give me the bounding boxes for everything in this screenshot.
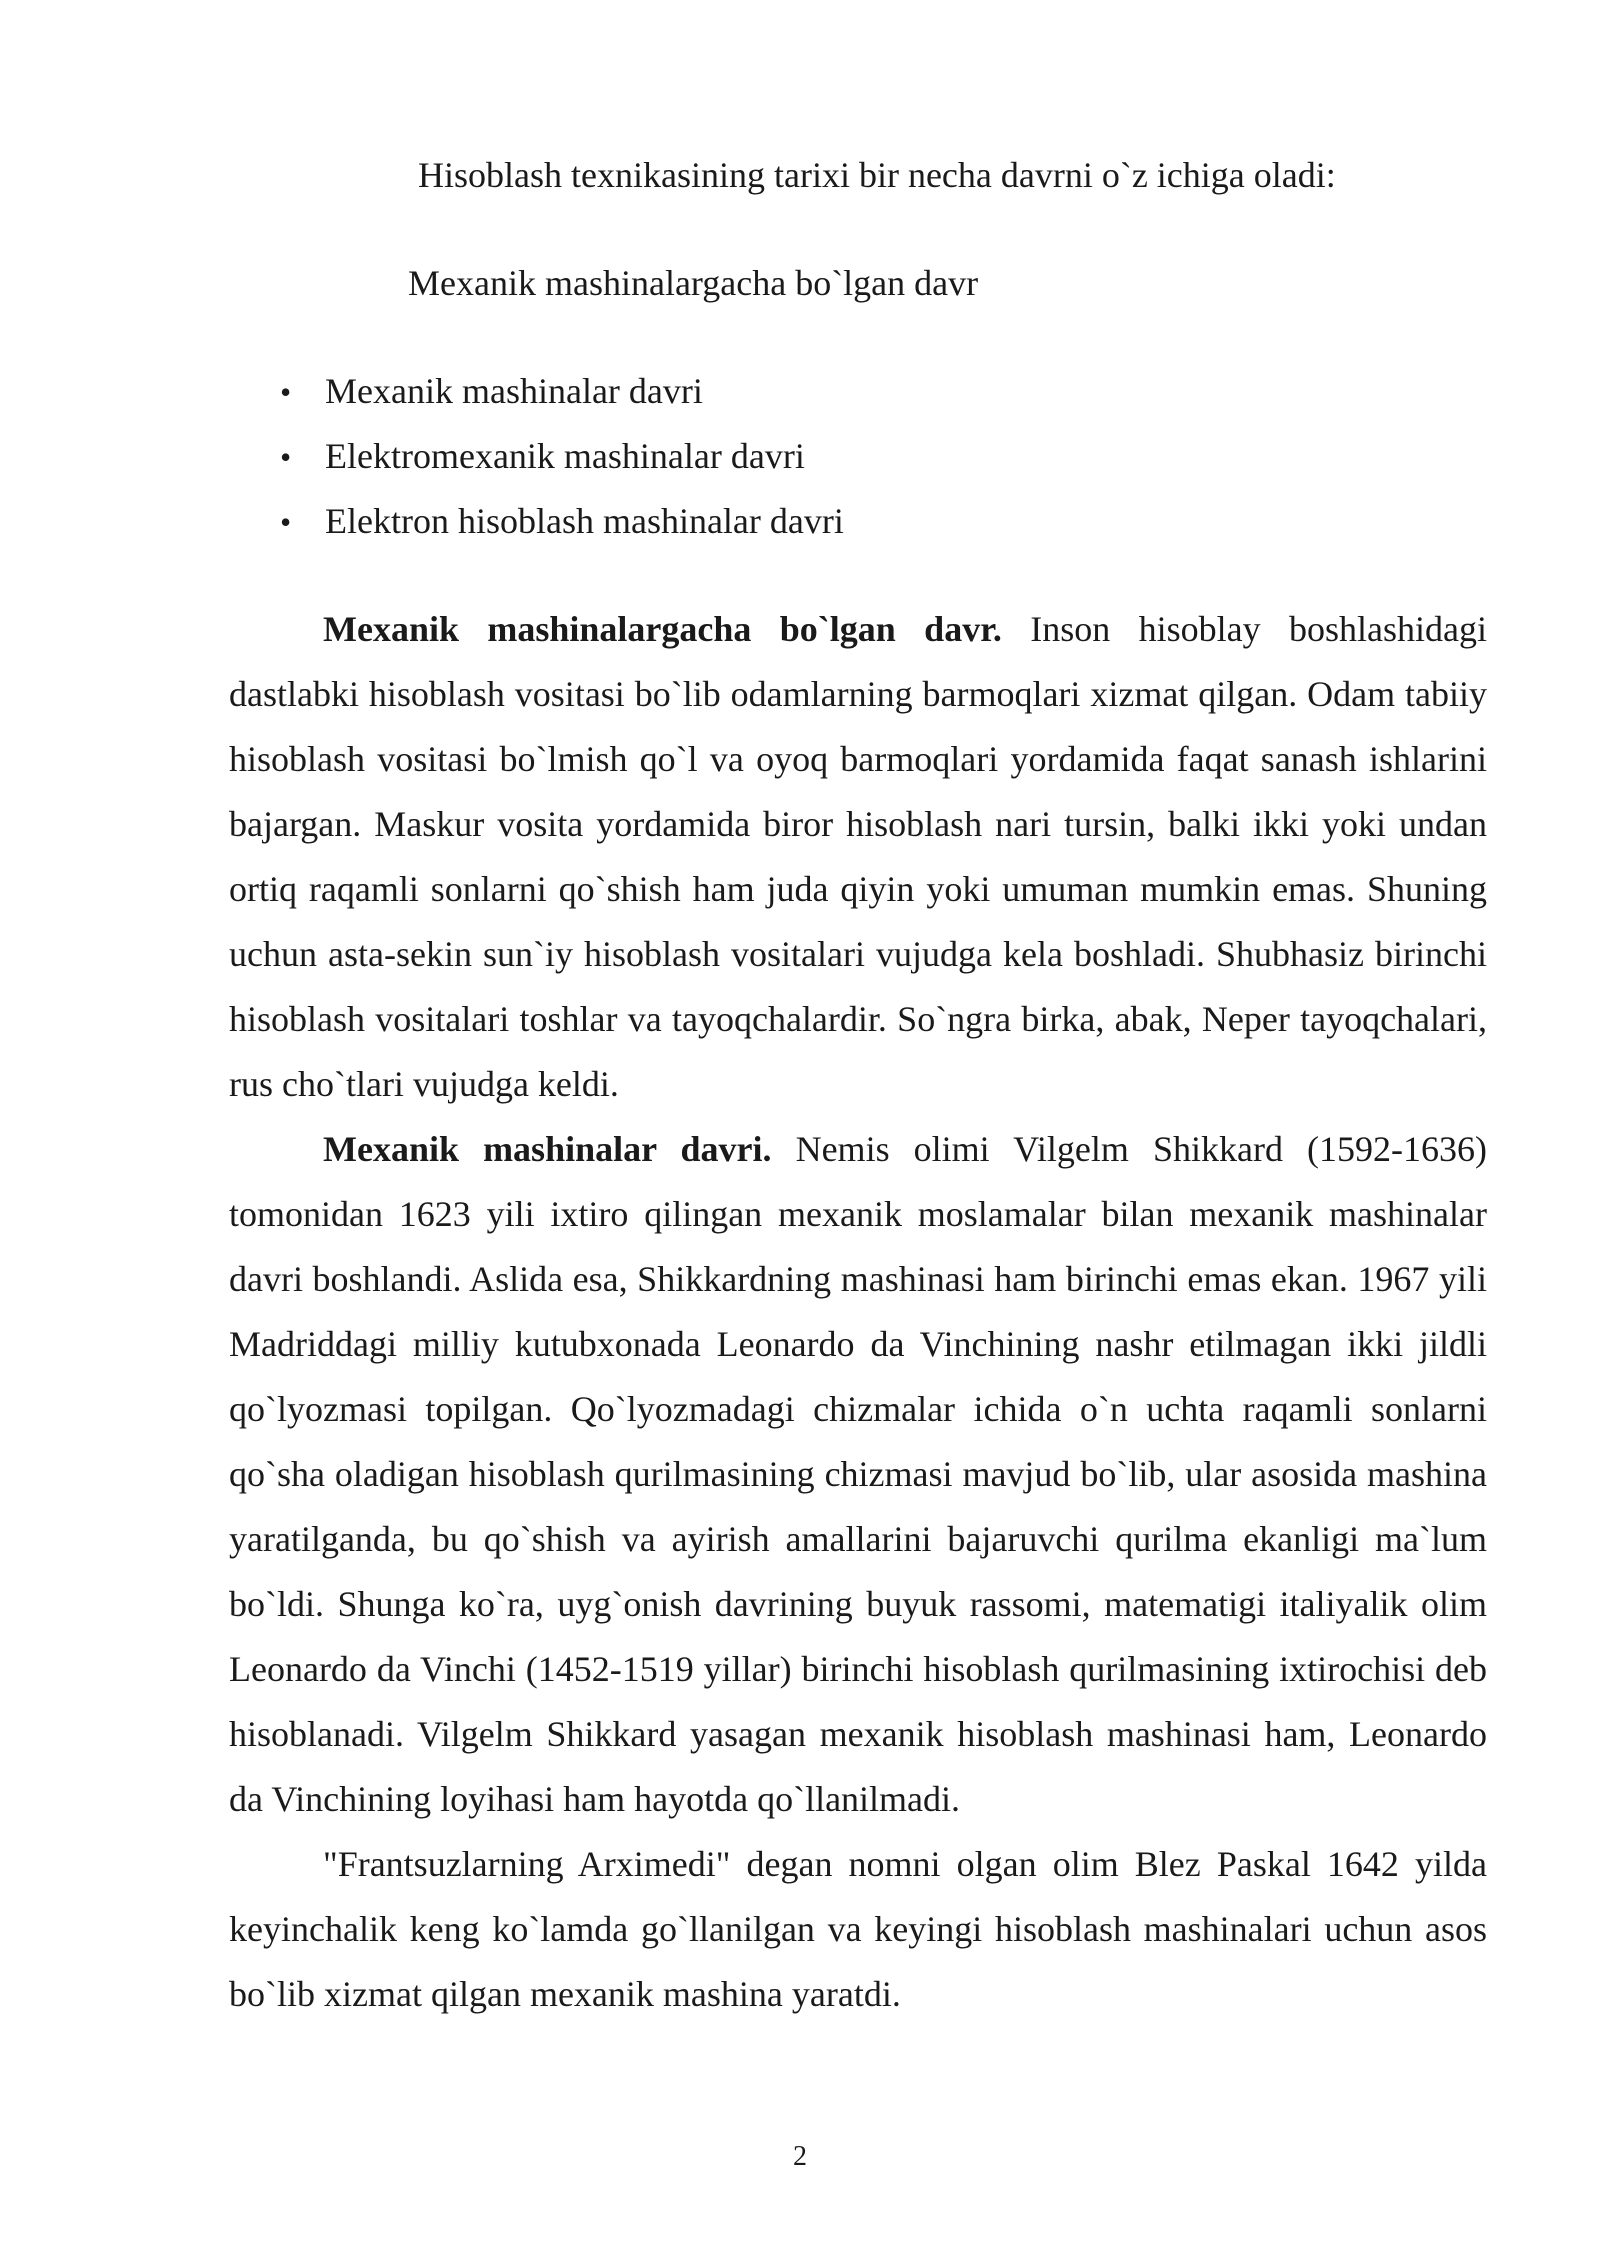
period-list-first-item: Mexanik mashinalargacha bo`lgan davr (408, 263, 979, 303)
intro-sentence: Hisoblash texnikasining tarixi bir necha davrni o`z ichiga oladi: (418, 155, 1336, 195)
list-item (280, 496, 844, 561)
page-number: 2 (793, 2141, 807, 2172)
list-item (280, 431, 844, 496)
paragraph-text: Inson hisoblay boshlashidagi dastlabki hisoblash vositasi bo`lib odamlarning barmoqlari xizmat qilgan. Odam tabiiy hisoblash vositasi bo`lmish qo`l va oyoq barmoqlari yordamida faqat sanash ishlarini bajargan. Maskur vosita yordamida biror hisoblash nari tursin, balki ikki yoki undan ortiq raqamli sonlarni qo`shish ham juda qiyin yoki umuman mumkin emas. Shuning uchun asta-sekin sun`iy hisoblash vositalari vujudga kela boshladi. Shubhasiz birinchi hisoblash vositalari toshlar va tayoqchalardir. So`ngra birka, abak, Neper tayoqchalari, rus cho`tlari vujudga keldi. (229, 609, 1487, 1104)
bullet-icon: • (280, 374, 292, 410)
list-item-label: Elektromexanik mashinalar davri (325, 436, 805, 476)
paragraph-pascal (229, 1832, 1487, 2027)
list-item (280, 366, 844, 431)
period-list (280, 366, 844, 561)
bullet-icon: • (280, 504, 292, 540)
list-item-label: Elektron hisoblash mashinalar davri (325, 501, 844, 541)
paragraph-text: "Frantsuzlarning Arximedi" degan nomni olgan olim Blez Paskal 1642 yilda keyinchalik keng ko`lamda go`llanilgan va keyingi hisoblash mashinalari uchun asos bo`lib xizmat qilgan mexanik mashina yaratdi. (229, 1844, 1487, 2014)
paragraph-mechanical-era (229, 1117, 1487, 1832)
paragraph-heading: Mexanik mashinalargacha bo`lgan davr. (323, 609, 1002, 649)
paragraph-pre-mechanical-era (229, 597, 1487, 1117)
body-text (229, 597, 1487, 2027)
paragraph-heading: Mexanik mashinalar davri. (323, 1129, 772, 1169)
list-item-label: Mexanik mashinalar davri (325, 371, 703, 411)
bullet-icon: • (280, 439, 292, 475)
paragraph-text: Nemis olimi Vilgelm Shikkard (1592-1636) tomonidan 1623 yili ixtiro qilingan mexanik moslamalar bilan mexanik mashinalar davri boshlandi. Aslida esa, Shikkardning mashinasi ham birinchi emas ekan. 1967 yili Madriddagi milliy kutubxonada Leonardo da Vinchining nashr etilmagan ikki jildli qo`lyozmasi topilgan. Qo`lyozmadagi chizmalar ichida o`n uchta raqamli sonlarni qo`sha oladigan hisoblash qurilmasining chizmasi mavjud bo`lib, ular asosida mashina yaratilganda, bu qo`shish va ayirish amallarini bajaruvchi qurilma ekanligi ma`lum bo`ldi. Shunga ko`ra, uyg`onish davrining buyuk rassomi, matematigi italiyalik olim Leonardo da Vinchi (1452-1519 yillar) birinchi hisoblash qurilmasining ixtirochisi deb hisoblanadi. Vilgelm Shikkard yasagan mexanik hisoblash mashinasi ham, Leonardo da Vinchining loyihasi ham hayotda qo`llanilmadi. (229, 1129, 1487, 1819)
